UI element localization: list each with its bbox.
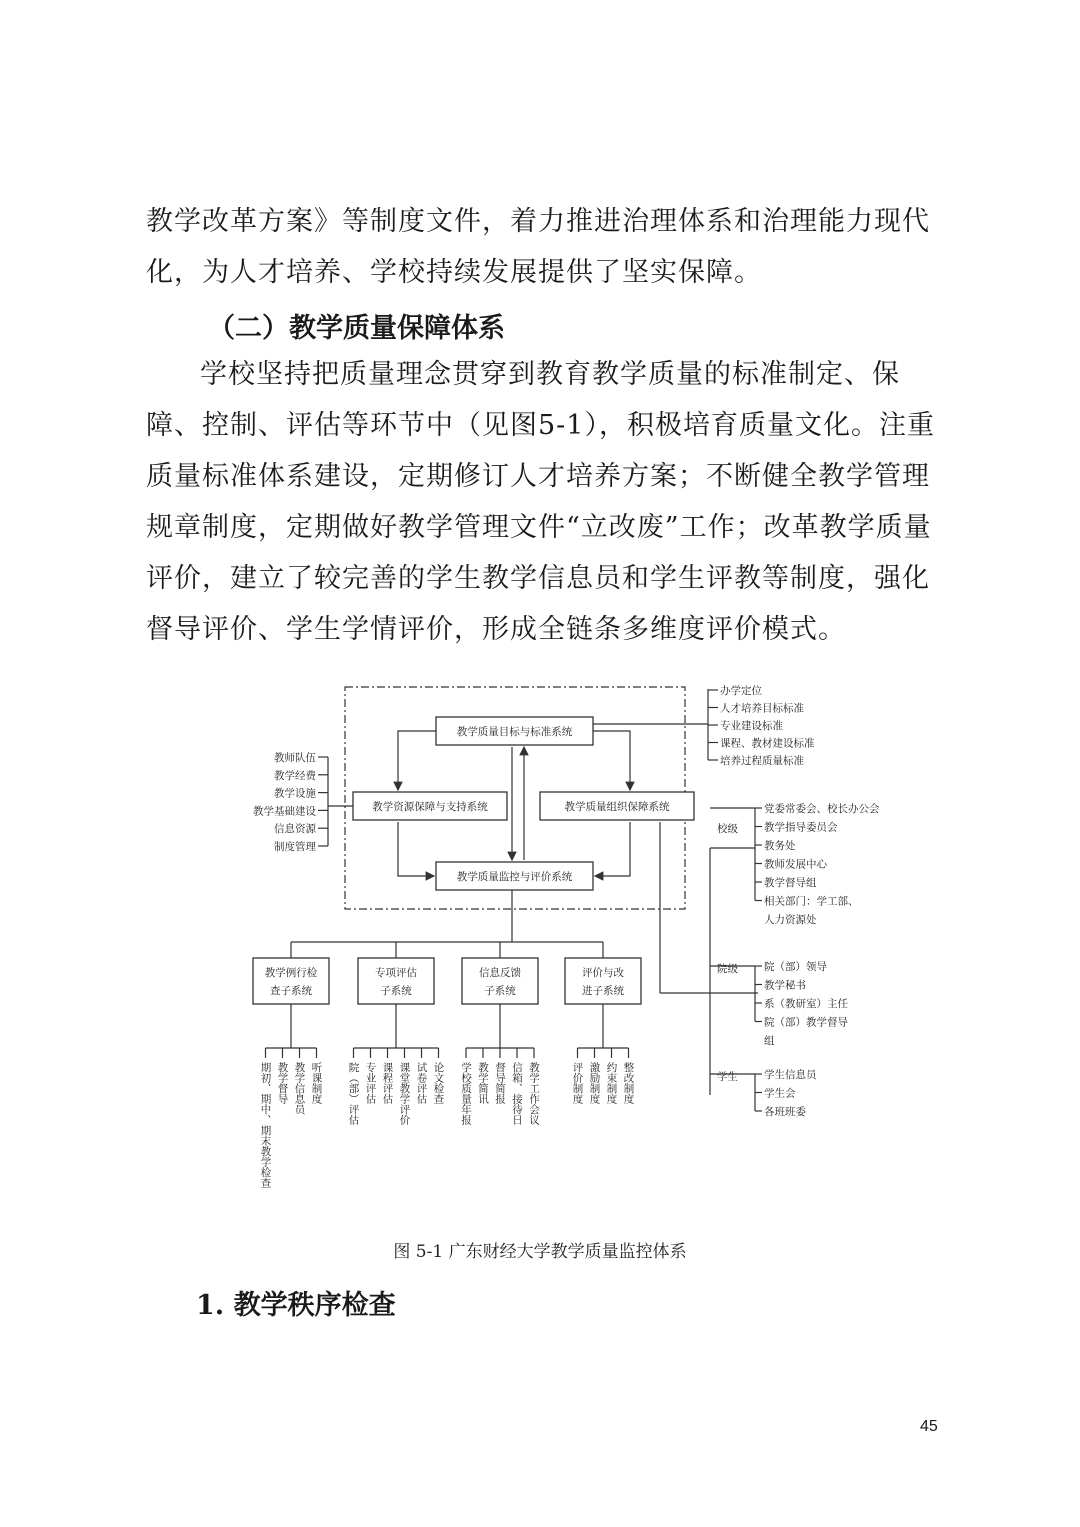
resource-item: 制度管理 bbox=[274, 841, 316, 853]
subsystem-item: 约束制度 bbox=[605, 1062, 618, 1104]
org-item: 教学指导委员会 bbox=[764, 821, 838, 834]
subsystem-item: 评价制度 bbox=[571, 1062, 584, 1104]
section-heading: （二）教学质量保障体系 bbox=[208, 313, 505, 344]
subsystem-item: 信箱、接待日 bbox=[511, 1062, 523, 1125]
standard-item: 培养过程质量标准 bbox=[720, 755, 804, 767]
org-item: 院（部）领导 bbox=[764, 961, 827, 973]
org-item: 院（部）教学督导 bbox=[764, 1016, 848, 1029]
org-item: 教务处 bbox=[764, 840, 796, 852]
org-group-label: 学生 bbox=[717, 1071, 738, 1083]
resource-item: 教师队伍 bbox=[274, 752, 316, 764]
subsystem-item: 教学工作会议 bbox=[528, 1062, 540, 1125]
org-item: 相关部门：学工部、 bbox=[764, 895, 859, 908]
subsystem-box bbox=[253, 958, 329, 1004]
standard-item: 课程、教材建设标准 bbox=[720, 737, 815, 750]
subsystem-item: 课堂教学评价 bbox=[398, 1062, 411, 1125]
resource-item: 教学经费 bbox=[274, 769, 316, 782]
subsystem-label-1: 教学例行检 bbox=[264, 967, 318, 979]
org-group-label: 院级 bbox=[717, 963, 738, 975]
resource-item: 信息资源 bbox=[274, 823, 316, 836]
subsystem-label-2: 子系统 bbox=[484, 985, 516, 997]
page-number: 45 bbox=[920, 1418, 938, 1435]
subsystem-label-2: 子系统 bbox=[380, 985, 412, 997]
subsystem-box bbox=[358, 958, 434, 1004]
org-item: 教学秘书 bbox=[764, 979, 806, 992]
subsystem-label-1: 评价与改 bbox=[582, 967, 624, 979]
subsystem-label-2: 查子系统 bbox=[270, 985, 312, 997]
body-paragraph: 学校坚持把质量理念贯穿到教育教学质量的标准制定、保障、控制、评估等环节中（见图5-1），积极培育质量文化。注重质量标准体系建设，定期修订人才培养方案；不断健全教学管理规章制度，定期做好教学管理文件“立改废”工作；改革教学质量评价，建立了较完善的学生教学信息员和学生评教等制度，强化督导评价、学生学情评价，形成全链条多维度评价模式。 bbox=[146, 359, 935, 645]
box-resource-support-label: 教学资源保障与支持系统 bbox=[372, 801, 488, 813]
box-objectives-standards-label: 教学质量目标与标准系统 bbox=[456, 726, 573, 738]
subsystem-item: 整改制度 bbox=[622, 1062, 635, 1104]
org-item: 教学督导组 bbox=[764, 877, 817, 889]
standard-item: 办学定位 bbox=[720, 685, 762, 697]
standard-item: 专业建设标准 bbox=[720, 720, 783, 732]
subsystem-label-2: 进子系统 bbox=[582, 985, 624, 997]
subsystem-item: 听课制度 bbox=[310, 1062, 323, 1104]
org-item: 人力资源处 bbox=[764, 914, 817, 926]
org-group-label: 校级 bbox=[717, 823, 738, 835]
subsystem-item: 课程评估 bbox=[381, 1062, 394, 1104]
subsystem-box bbox=[565, 958, 641, 1004]
subsystem-item: 院（部）评估 bbox=[347, 1062, 360, 1125]
subheading: 1. 教学秩序检查 bbox=[196, 1290, 396, 1321]
box-organization-label: 教学质量组织保障系统 bbox=[564, 801, 670, 813]
org-item: 党委常委会、校长办公会 bbox=[764, 803, 880, 815]
subsystem-item: 教学信息员 bbox=[293, 1062, 306, 1115]
org-item: 教师发展中心 bbox=[764, 858, 827, 871]
top-paragraph: 教学改革方案》等制度文件，着力推进治理体系和治理能力现代化，为人才培养、学校持续发展提供了坚实保障。 bbox=[146, 206, 930, 288]
org-item: 系（教研室）主任 bbox=[764, 998, 848, 1010]
subsystem-item: 期初、期中、期末教学检查 bbox=[259, 1062, 272, 1188]
org-item: 学生信息员 bbox=[764, 1069, 817, 1081]
org-item: 组 bbox=[764, 1035, 775, 1047]
subsystem-item: 激励制度 bbox=[588, 1062, 601, 1104]
subsystem-item: 试卷评估 bbox=[415, 1062, 428, 1104]
subsystem-label-1: 信息反馈 bbox=[479, 967, 521, 979]
subsystem-item: 督导简报 bbox=[494, 1062, 506, 1104]
org-item: 各班班委 bbox=[764, 1106, 806, 1118]
standard-item: 人才培养目标标准 bbox=[720, 702, 804, 715]
subsystem-item: 教学督导 bbox=[276, 1062, 289, 1104]
subsystem-item: 论文检查 bbox=[432, 1062, 445, 1104]
resource-item: 教学设施 bbox=[274, 787, 316, 800]
box-monitoring-evaluation-label: 教学质量监控与评价系统 bbox=[456, 871, 573, 883]
subsystem-item: 教学简讯 bbox=[477, 1062, 489, 1104]
subsystem-label-1: 专项评估 bbox=[375, 967, 417, 979]
figure-caption: 图 5-1 广东财经大学教学质量监控体系 bbox=[393, 1242, 687, 1262]
resource-item: 教学基础建设 bbox=[253, 805, 316, 818]
subsystem-item: 学校质量年报 bbox=[460, 1062, 472, 1125]
subsystem-box bbox=[462, 958, 538, 1004]
org-item: 学生会 bbox=[764, 1087, 796, 1100]
subsystem-item: 专业评估 bbox=[364, 1062, 377, 1104]
